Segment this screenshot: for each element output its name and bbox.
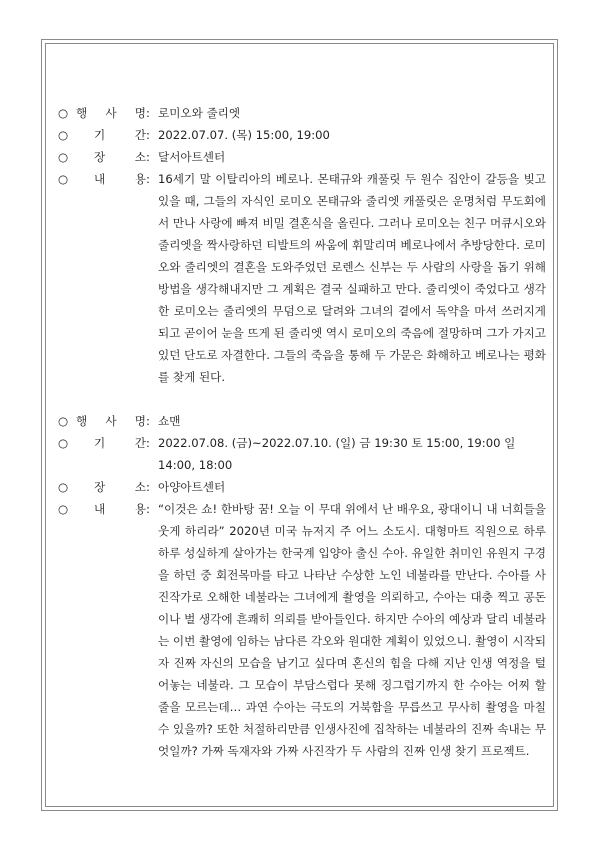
event-place-row (58, 146, 548, 168)
bullet-icon: ○ (58, 106, 69, 120)
event-title: 로미오와 줄리엣 (158, 106, 241, 120)
event-content-row (58, 498, 548, 762)
separator: : (146, 128, 150, 142)
bullet-icon: ○ (58, 480, 69, 494)
event-period: 2022.07.07. (목) 15:00, 19:00 (158, 128, 330, 142)
event-title-row (58, 410, 548, 432)
event-place: 달서아트센터 (158, 150, 226, 164)
separator: : (146, 502, 150, 516)
separator: : (146, 150, 150, 164)
separator: : (146, 414, 150, 428)
place-label: 장 소 (94, 150, 146, 164)
period-label: 기 간 (94, 436, 146, 450)
period-label: 기 간 (94, 128, 146, 142)
event-period-row (58, 124, 548, 146)
event-block (58, 410, 548, 762)
bullet-icon: ○ (58, 414, 69, 428)
event-block (58, 102, 548, 388)
bullet-icon: ○ (58, 128, 69, 142)
separator: : (146, 480, 150, 494)
separator: : (146, 172, 150, 186)
bullet-icon: ○ (58, 150, 69, 164)
event-content-row (58, 168, 548, 388)
event-period: 2022.07.08. (금)~2022.07.10. (일) 금 19:30 토 15:00, 19:00 일 14:00, 18:00 (158, 436, 516, 472)
event-place: 아양아트센터 (158, 480, 226, 494)
event-title: 쇼맨 (158, 414, 181, 428)
separator: : (146, 106, 150, 120)
bullet-icon: ○ (58, 502, 69, 516)
event-title-row (58, 102, 548, 124)
event-place-row (58, 476, 548, 498)
bullet-icon: ○ (58, 436, 69, 450)
title-label: 행 사 명 (76, 106, 146, 120)
content-label: 내 용 (94, 502, 146, 516)
place-label: 장 소 (94, 480, 146, 494)
title-label: 행 사 명 (76, 414, 146, 428)
event-listing (58, 102, 548, 784)
bullet-icon: ○ (58, 172, 69, 186)
event-description: 16세기 말 이탈리아의 베로나. 몬태규와 캐풀릿 두 원수 집안이 갈등을 빚고 있을 때, 그들의 자식인 로미오 몬태규와 줄리엣 캐풀릿은 운명처럼 무도회에서 만나 사랑에 빠져 비밀 결혼식을 올린다. 그러나 로미오는 친구 머큐시오와 줄리엣을 짝사랑하던 티발트의 싸움에 휘말리며 베로나에서 추방당한다. 로미오와 줄리엣의 결혼을 도와주었던 로렌스 신부는 두 사람의 사랑을 돕기 위해 방법을 생각해내지만 그 계획은 결국 실패하고 만다. 줄리엣이 죽었다고 생각한 로미오는 줄리엣의 무덤으로 달려와 그녀의 곁에서 독약을 마셔 쓰러지게 되고 곧이어 눈을 뜨게 된 줄리엣 역시 로미오의 죽음에 절망하며 그가 가지고 있던 단도로 자결한다. 그들의 죽음을 통해 두 가문은 화해하고 베로나는 평화를 찾게 된다. (158, 172, 546, 384)
event-period-row (58, 432, 548, 476)
event-description: “이것은 쇼! 한바탕 꿈! 오늘 이 무대 위에서 난 배우요, 광대이니 내 너희들을 웃게 하리라” 2020년 미국 뉴저지 주 어느 소도시. 대형마트 직원으로 하루하루 성실하게 살아가는 한국계 입양아 출신 수아. 유일한 취미인 유원지 구경을 하던 중 회전목마를 타고 나타난 수상한 노인 네불라를 만난다. 수아를 사진작가로 오해한 네불라는 그녀에게 촬영을 의뢰하고, 수아는 대충 찍고 공돈이나 벌 생각에 흔쾌히 의뢰를 받아들인다. 하지만 수아의 예상과 달리 네불라는 이번 촬영에 임하는 남다른 각오와 원대한 계획이 있었으니. 촬영이 시작되자 진짜 자신의 모습을 남기고 싶다며 혼신의 힘을 다해 지난 인생 역정을 털어놓는 네불라. 그 모습이 부담스럽다 못해 징그럽기까지 한 수아는 어찌 할 줄을 모르는데… 과연 수아는 극도의 거북함을 무릅쓰고 무사히 촬영을 마칠 수 있을까? 또한 처절하리만큼 인생사진에 집착하는 네불라의 진짜 속내는 무엇일까? 가짜 독재자와 가짜 사진작가 두 사람의 진짜 인생 찾기 프로젝트. (158, 502, 547, 758)
content-label: 내 용 (94, 172, 146, 186)
separator: : (146, 436, 150, 450)
